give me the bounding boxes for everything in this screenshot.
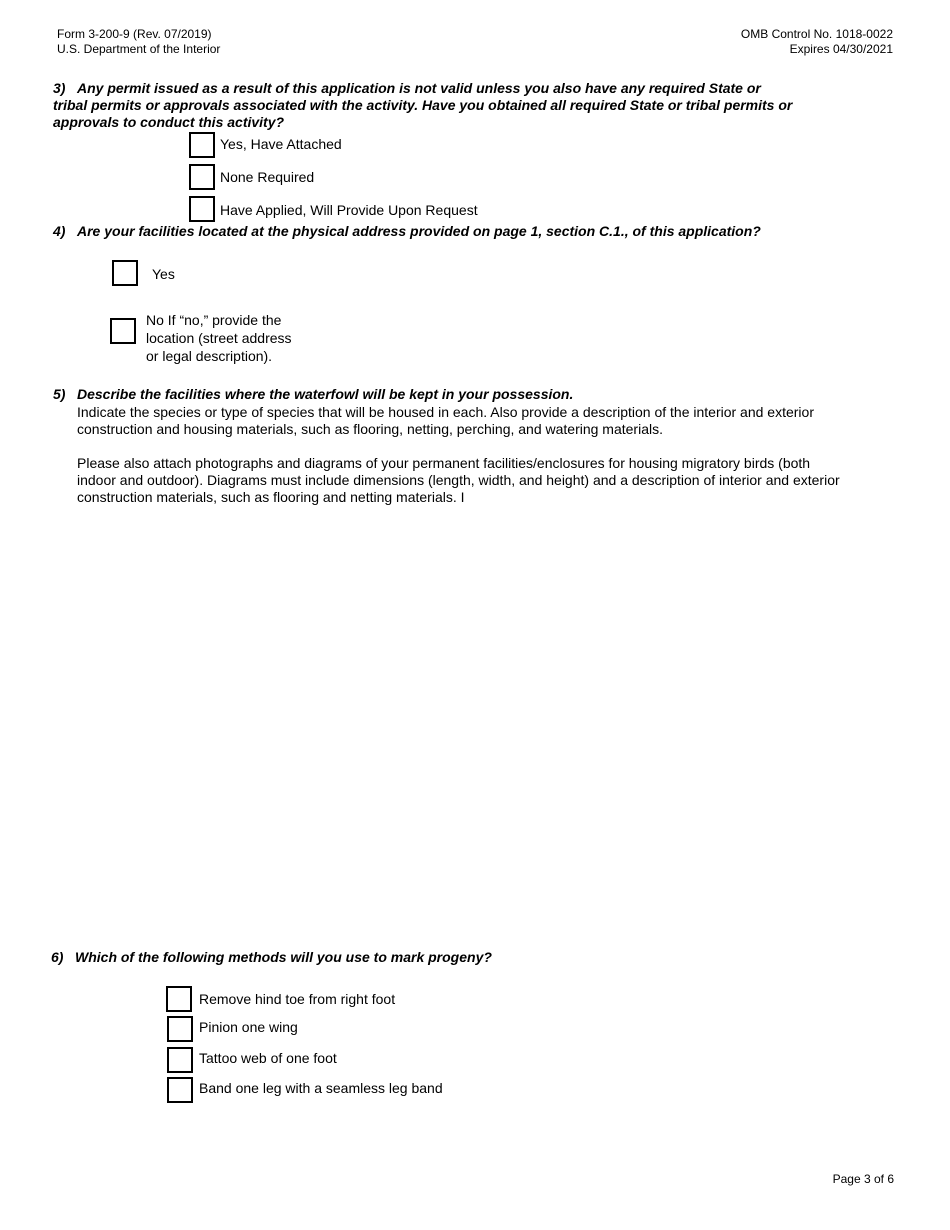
q3-have-applied-label: Have Applied, Will Provide Upon Request <box>220 202 478 218</box>
q6-remove-hind-toe-checkbox[interactable] <box>166 986 192 1012</box>
q4-no-line-2: location (street address <box>146 330 292 346</box>
department-name: U.S. Department of the Interior <box>57 42 221 56</box>
q3-yes-attached-checkbox[interactable] <box>189 132 215 158</box>
q5-para1-line-1: Indicate the species or type of species that will be housed in each. Also provide a description of the interior and exterior <box>77 404 814 420</box>
q6-band-leg-label: Band one leg with a seamless leg band <box>199 1080 443 1096</box>
question-3-line-2: tribal permits or approvals associated with the activity. Have you obtained all required State or tribal permits or <box>53 97 793 113</box>
q3-none-required-checkbox[interactable] <box>189 164 215 190</box>
q4-no-checkbox[interactable] <box>110 318 136 344</box>
question-6-number: 6) <box>51 949 64 965</box>
q4-yes-label: Yes <box>152 266 175 282</box>
q6-tattoo-web-checkbox[interactable] <box>167 1047 193 1073</box>
q6-pinion-wing-checkbox[interactable] <box>167 1016 193 1042</box>
expiration-date: Expires 04/30/2021 <box>789 42 893 56</box>
q3-yes-attached-label: Yes, Have Attached <box>220 136 342 152</box>
question-3-line-1: 3) Any permit issued as a result of this application is not valid unless you also have any required State or <box>53 80 761 96</box>
q6-pinion-wing-label: Pinion one wing <box>199 1019 298 1035</box>
q5-para1-line-2: construction and housing materials, such as flooring, netting, perching, and watering materials. <box>77 421 663 437</box>
q4-no-line-1: No If “no,” provide the <box>146 312 282 328</box>
question-5-number: 5) <box>53 386 66 402</box>
q5-response-area[interactable] <box>77 512 897 932</box>
question-4: 4) Are your facilities located at the physical address provided on page 1, section C.1., of this application? <box>53 223 761 239</box>
question-3 <box>53 80 913 131</box>
question-4-number: 4) <box>53 223 66 239</box>
question-3-line-3: approvals to conduct this activity? <box>53 114 285 130</box>
q6-remove-hind-toe-label: Remove hind toe from right foot <box>199 991 396 1007</box>
q5-instructions <box>77 404 877 438</box>
q6-band-leg-checkbox[interactable] <box>167 1077 193 1103</box>
form-number: Form 3-200-9 (Rev. 07/2019) <box>57 27 212 41</box>
question-3-number: 3) <box>53 80 66 96</box>
q5-photo-instructions <box>77 455 897 506</box>
q6-tattoo-web-label: Tattoo web of one foot <box>199 1050 337 1066</box>
q4-no-line-3: or legal description). <box>146 348 273 364</box>
q5-para2-line-2: indoor and outdoor). Diagrams must include dimensions (length, width, and height) and a description of interior and exterior <box>77 472 840 488</box>
omb-control-number: OMB Control No. 1018-0022 <box>740 27 893 41</box>
q3-have-applied-checkbox[interactable] <box>189 196 215 222</box>
q5-para2-line-3: construction materials, such as flooring and netting materials. I <box>77 489 465 505</box>
page-number: Page 3 of 6 <box>832 1172 894 1186</box>
question-5: 5) Describe the facilities where the waterfowl will be kept in your possession. <box>53 386 574 402</box>
q4-yes-checkbox[interactable] <box>112 260 138 286</box>
q4-no-label <box>146 311 296 365</box>
q5-para2-line-1: Please also attach photographs and diagrams of your permanent facilities/enclosures for housing migratory birds (both <box>77 455 811 471</box>
question-6: 6) Which of the following methods will you use to mark progeny? <box>51 949 492 965</box>
q3-none-required-label: None Required <box>220 169 315 185</box>
